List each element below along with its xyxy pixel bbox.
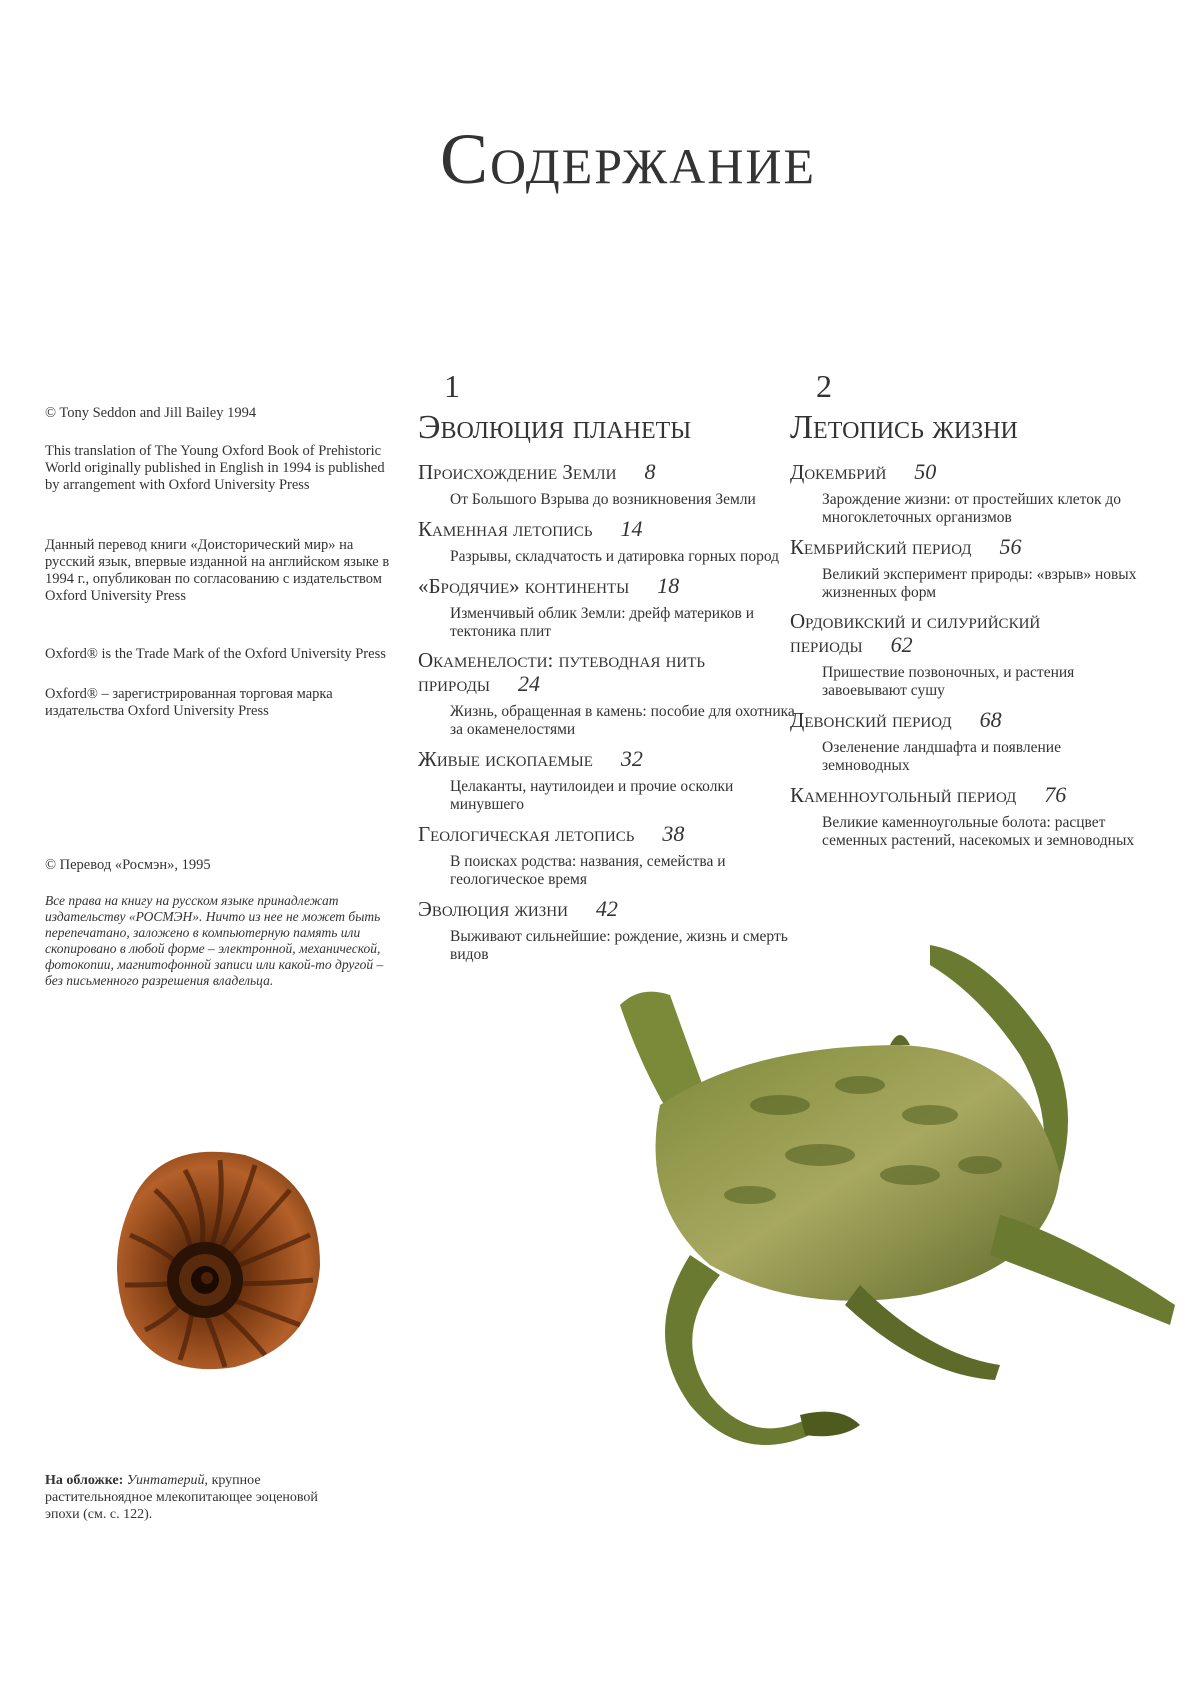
page-number: 38 (662, 821, 685, 846)
entry-title: Окаменелости: путеводная нить природы 24 (418, 648, 706, 696)
page-number: 14 (620, 516, 643, 541)
entry-title: Девонский период 68 (790, 707, 1002, 732)
page-number: 50 (914, 459, 937, 484)
imprint-copyright (45, 405, 395, 422)
trademark-en-text: Oxford® is the Trade Mark of the Oxford University Press (45, 646, 386, 662)
entry-description: Выживают сильнейшие: рождение, жизнь и смерть видов (450, 928, 788, 963)
entry-title: Геологическая летопись 38 (418, 821, 685, 846)
translation-copyright-text: © Перевод «Росмэн», 1995 (45, 857, 211, 873)
entry-description: От Большого Взрыва до возникновения Земли (450, 491, 756, 508)
imprint-translation-en (45, 443, 395, 494)
entry-description: Разрывы, складчатость и датировка горных пород (450, 548, 780, 565)
entry-title: Кембрийский период 56 (790, 534, 1022, 559)
ammonite-fossil-illustration (95, 1135, 335, 1385)
entry-title: «Бродячие» континенты 18 (418, 573, 680, 598)
copyright-text: © Tony Seddon and Jill Bailey 1994 (45, 405, 257, 421)
page-number: 42 (595, 896, 618, 921)
toc-entry[interactable] (418, 517, 798, 566)
entry-title: Эволюция жизни 42 (418, 896, 618, 921)
page-title: Содержание (440, 119, 817, 199)
toc-entry[interactable] (790, 460, 1150, 527)
entry-title: Ордовикский и силурийский периоды 62 (790, 609, 1041, 657)
page-number: 24 (517, 671, 540, 696)
page-number: 68 (979, 707, 1002, 732)
part-1 (418, 368, 798, 972)
toc-entry[interactable] (418, 822, 798, 889)
plesiosaur-illustration (600, 935, 1180, 1495)
entry-description: Жизнь, обращенная в камень: пособие для охотника за окаменелостями (450, 703, 795, 738)
translation-en-text: This translation of The Young Oxford Book of Prehistoric World originally published in English in 1994 is published by arrangement with Oxford University Press (45, 443, 385, 493)
toc-entry[interactable] (418, 747, 798, 814)
entry-description: В поисках родства: названия, семейства и геологическое время (450, 853, 726, 888)
entry-description: Великий эксперимент природы: «взрыв» новых жизненных форм (822, 566, 1137, 601)
toc-entry[interactable] (418, 574, 798, 641)
entry-description: Целаканты, наутилоидеи и прочие осколки минувшего (450, 778, 734, 813)
part-number: 1 (444, 368, 460, 404)
rights-text: Все права на книгу на русском языке принадлежат издательству «РОСМЭН». Ничто из нее не может быть перепечатано, заложено в компьютерную память или скопировано в любой форме – электронной, механической, фотокопии, магнитофонной записи или какой-то другой – без письменного разрешения владельца. (45, 893, 384, 988)
toc-entry[interactable] (790, 535, 1150, 602)
entry-description: Великие каменноугольные болота: расцвет семенных растений, насекомых и земноводных (822, 814, 1135, 849)
imprint-rights (45, 893, 395, 989)
part-title: Летопись жизни (790, 409, 1018, 446)
page-number: 8 (644, 459, 656, 484)
trademark-ru-text: Oxford® – зарегистрированная торговая марка издательства Oxford University Press (45, 686, 333, 719)
imprint-translation-copyright (45, 857, 395, 874)
entry-title: Каменная летопись 14 (418, 516, 643, 541)
entry-title: Живые ископаемые 32 (418, 746, 643, 771)
entry-description: Пришествие позвоночных, и растения завоевывают сушу (822, 664, 1075, 699)
page-number: 56 (999, 534, 1022, 559)
entry-title: Докембрий 50 (790, 459, 937, 484)
imprint-trademark-en (45, 646, 395, 663)
cover-note-label: На обложке: (45, 1473, 124, 1488)
entry-title: Каменноугольный период 76 (790, 782, 1067, 807)
toc-entry[interactable] (790, 610, 1150, 700)
entry-title: Происхождение Земли 8 (418, 459, 656, 484)
cover-note-subject: Уинтатерий, (126, 1473, 209, 1488)
toc-entry[interactable] (790, 708, 1150, 775)
cover-note-text: крупное растительноядное млекопитающее эоценовой эпохи (см. с. 122). (45, 1473, 318, 1522)
translation-ru-text: Данный перевод книги «Доисторический мир» на русский язык, впервые изданной на английском языке в 1994 г., опубликован по согласованию с издательством Oxford University Press (45, 537, 390, 604)
cover-note (45, 1472, 335, 1523)
page-number: 32 (620, 746, 643, 771)
page-number: 62 (890, 632, 913, 657)
page-number: 18 (657, 573, 680, 598)
imprint-trademark-ru (45, 686, 395, 720)
toc-entry[interactable] (790, 783, 1150, 850)
part-title: Эволюция планеты (418, 409, 692, 446)
entry-description: Озеленение ландшафта и появление земноводных (822, 739, 1061, 774)
toc-entry[interactable] (418, 460, 798, 509)
part-2 (790, 368, 1150, 858)
page-number: 76 (1044, 782, 1067, 807)
part-number: 2 (816, 368, 832, 404)
imprint-translation-ru (45, 537, 395, 605)
toc-entry[interactable] (418, 649, 798, 739)
entry-description: Изменчивый облик Земли: дрейф материков и тектоника плит (450, 605, 755, 640)
entry-description: Зарождение жизни: от простейших клеток до многоклеточных организмов (822, 491, 1122, 526)
